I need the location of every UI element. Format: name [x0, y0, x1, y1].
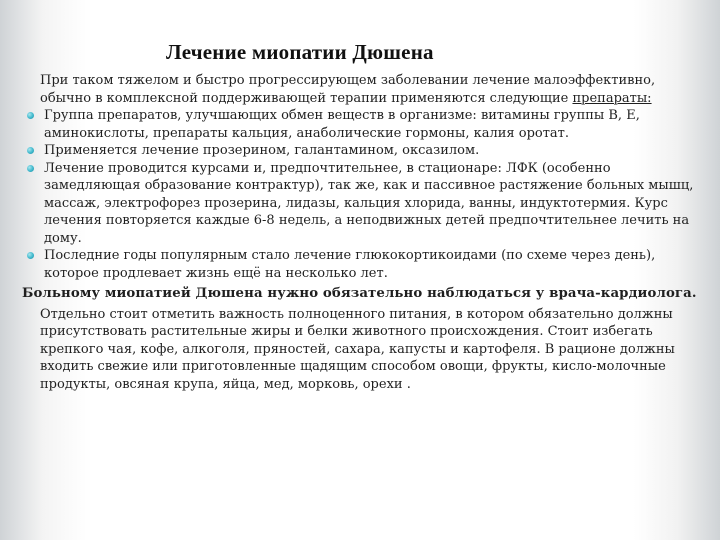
list-item — [22, 247, 702, 282]
bullet-icon — [27, 165, 34, 172]
list-item — [22, 142, 702, 160]
list-item-text: Последние годы популярным стало лечение глюкокортикоидами (по схеме через день), которое продлевает жизнь ещё на несколько лет. — [44, 248, 656, 281]
bullet-icon — [27, 252, 34, 259]
intro-paragraph — [40, 72, 702, 107]
list-item — [22, 107, 702, 142]
intro-underlined: препараты: — [572, 90, 652, 106]
intro-text: При таком тяжелом и быстро прогрессирующем заболевании лечение малоэффективно, обычно в комплексной поддерживающей терапии применяются следующие — [40, 73, 656, 106]
slide-body — [22, 72, 702, 393]
cardiologist-note: Больному миопатией Дюшена нужно обязательно наблюдаться у врача-кардиолога. — [22, 286, 697, 301]
bullet-icon — [27, 112, 34, 119]
list-item-text: Лечение проводится курсами и, предпочтительнее, в стационаре: ЛФК (особенно замедляющая образование контрактур), так же, как и пассивное растяжение больных мышц, массаж, электрофорез прозерина, лидазы, кальция хлорида, ванны, индуктотермия. Курс лечения повторяется каждые 6-8 недель, а неподвижных детей предпочтительнее лечить на дому. — [44, 160, 694, 246]
treatment-list — [22, 107, 702, 282]
bullet-icon — [27, 147, 34, 154]
nutrition-paragraph: Отдельно стоит отметить важность полноценного питания, в котором обязательно должны присутствовать растительные жиры и белки животного происхождения. Стоит избегать крепкого чая, кофе, алкоголя, пряностей, сахара, капусты и картофеля. В рационе должны входить свежие или приготовленные щадящим способом овощи, фрукты, кисло-молочные продукты, овсяная крупа, яйца, мед, морковь, орехи . — [40, 306, 675, 392]
list-item-text: Группа препаратов, улучшающих обмен веществ в организме: витамины группы В, Е, аминокислоты, препараты кальция, анаболические гормоны, калия оротат. — [44, 108, 640, 141]
list-item-text: Применяется лечение прозерином, галантамином, оксазилом. — [44, 143, 480, 158]
page-title: Лечение миопатии Дюшена — [166, 40, 434, 64]
list-item — [22, 160, 702, 248]
